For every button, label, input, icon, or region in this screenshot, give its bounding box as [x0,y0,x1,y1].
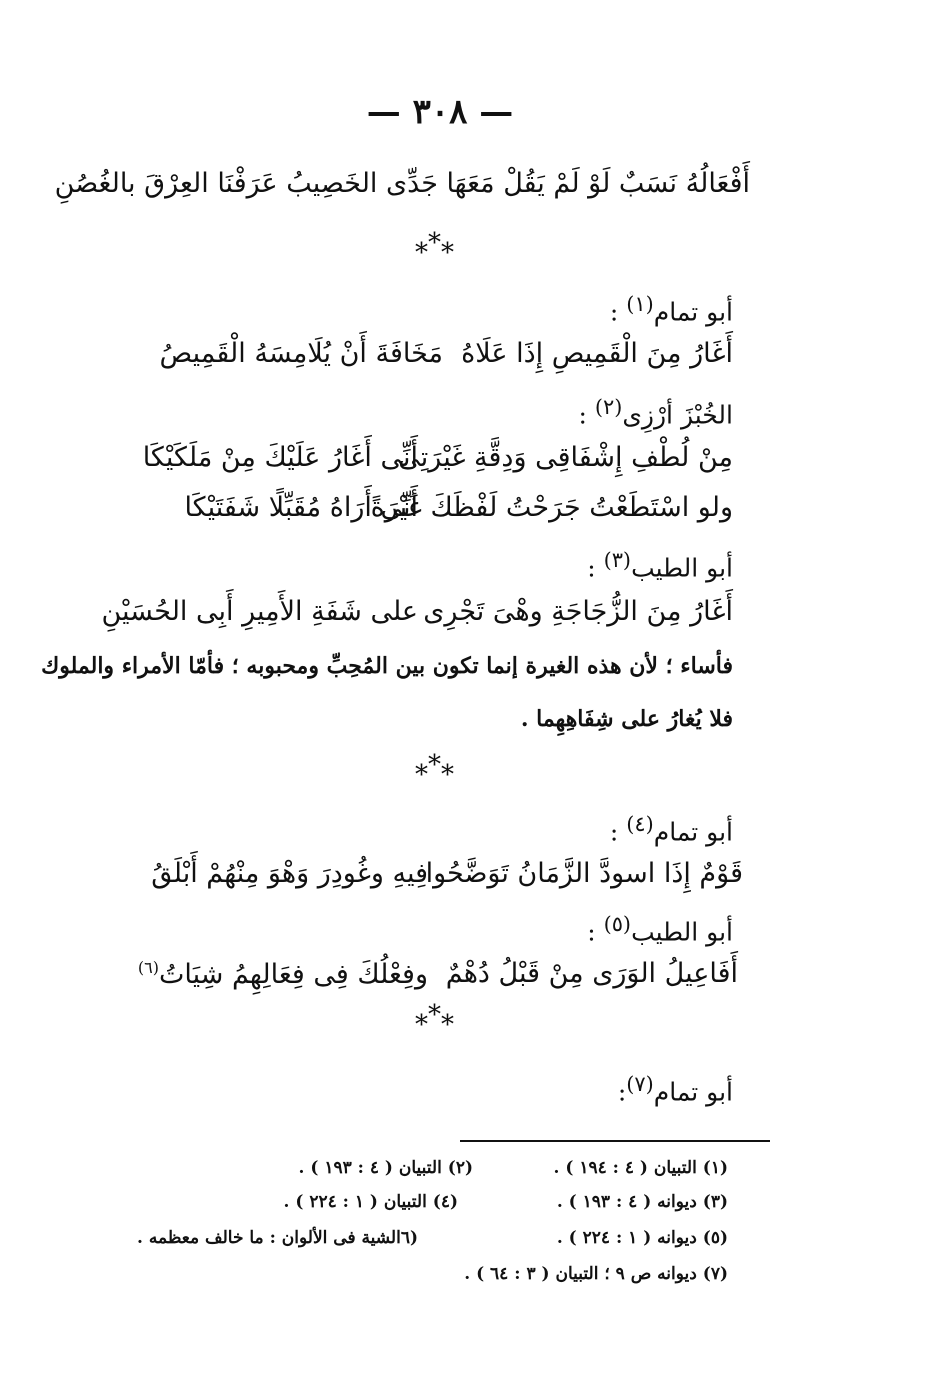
separator-star: * [441,238,454,268]
poet-heading [587,912,733,946]
footnote [284,1192,458,1212]
poet-name: أبو تمام [653,297,733,327]
footnote [557,1228,728,1248]
footnote-mark: (٣) [702,1192,728,1212]
page-number: — ٣٠٨ — [366,92,514,132]
heading-colon: : [609,817,619,847]
footnote-mark: (٦) [137,958,159,977]
footnote-text: التبيان ( ٤ : ١٩٣ ) . [298,1158,442,1178]
verse-hemistich-left: على شَفَةِ الأَمِيرِ أَبِى الحُسَيْنِ [101,596,418,627]
separator-star: * [441,760,454,790]
separator-star: * [415,760,428,790]
footnote-mark: (٢) [594,395,623,419]
verse-hemistich-right: ولو اسْتَطَعْتُ جَرَحْتُ لَفْظَكَ غَيْرَةً [370,492,733,523]
section-separator [415,750,454,790]
verse-hemistich-right: أَغَارُ مِنَ الْقَمِيصِ إِذَا عَلَاهُ [461,338,733,369]
heading-colon: : [587,917,596,947]
verse-hemistich-left: جَدِّى الخَصِيبُ عَرَفْنَا العِرْقَ بالغُصُنِ [54,168,438,199]
verse-hemistich-left: فِيهِ وغُودِرَ وَهْوَ مِنْهُمْ أَبْلَقُ [151,858,428,889]
footnote-mark: (٥) [603,912,632,936]
footnote [464,1264,728,1284]
footnote [554,1158,728,1178]
footnote-rule [460,1140,770,1142]
heading-colon: : [578,400,587,430]
verse-hemistich-right: أَفْعَالُهُ نَسَبٌ لَوْ لَمْ يَقُلْ مَعَهَا [446,168,750,199]
poet-heading [610,292,733,326]
separator-star: * [415,238,428,268]
poet-name: أبو الطيب [631,917,733,947]
footnote-mark: (٦ [400,1228,418,1248]
verse-hemistich-left: مَخَافَةَ أَنْ يُلَامِسَهُ الْقَمِيصُ [159,338,443,369]
verse-text: وفِعْلُكَ فِى فِعَالِهِمُ شِيَاتُ [158,959,428,990]
separator-star: * [441,1010,454,1040]
verse-hemistich-right: قَوْمٌ إِذَا اسودَّ الزَّمَانُ تَوَضَّحُوا [425,858,743,889]
heading-colon: : [617,1077,627,1107]
footnote-mark: (١) [702,1158,728,1178]
footnote-text: ديوانه ( ١ : ٢٢٤ ) . [556,1228,697,1248]
verse-hemistich-left: أَنِّى أَغَارُ عَلَيْكَ مِنْ مَلَكَيْكَا [142,442,418,473]
poet-heading [610,812,733,846]
footnote-text: التبيان ( ٤ : ١٩٤ ) . [553,1158,697,1178]
poet-heading [618,1072,733,1106]
footnote-mark: (٥) [702,1228,728,1248]
separator-star: * [428,1000,441,1030]
footnote-mark: (٧) [702,1264,728,1284]
footnote-text: الشية فى الألوان : ما خالف معظمه . [137,1228,401,1248]
footnote-mark: (٣) [603,548,632,572]
poet-name: أبو تمام [653,1077,733,1107]
footnote-mark: (٧) [626,1072,654,1096]
footnote-text: ديوانه ( ٤ : ١٩٣ ) . [556,1192,697,1212]
footnote [557,1192,728,1212]
footnote-mark: (٤) [626,812,654,836]
section-separator [415,1000,454,1040]
footnote [299,1158,473,1178]
verse-hemistich-right: أَغَارُ مِنَ الزُّجَاجَةِ وهْىَ تَجْرِى [423,596,733,627]
footnote-mark: (٢) [447,1158,473,1178]
separator-star: * [428,228,441,258]
poet-name: الخُبْزَ أرْزِى [622,400,733,430]
heading-colon: : [609,297,619,327]
poet-name: أبو تمام [653,817,733,847]
separator-star: * [428,750,441,780]
poet-heading [587,548,733,582]
commentary-line: فأساء ؛ لأن هذه الغيرة إنما تكون بين المُحِبِّ ومحبوبه ؛ فأمّا الأمراء والملوك [41,653,733,679]
poet-heading [578,395,733,429]
separator-star: * [415,1010,428,1040]
verse-hemistich-left: أَنِّى أَرَاهُ مُقَبِّلًا شَفَتَيْكَا [184,492,418,523]
section-separator [415,228,454,268]
heading-colon: : [587,553,596,583]
verse-hemistich-left [138,958,428,990]
verse-hemistich-right: أَفَاعِيلُ الوَرَى مِنْ قَبْلُ دُهْمٌ [445,958,738,989]
footnote [137,1228,418,1248]
footnote-text: ديوانه ص ٩ ؛ التبيان ( ٣ : ٦٤ ) . [464,1264,697,1284]
poet-name: أبو الطيب [631,553,733,583]
footnote-mark: (٤) [432,1192,458,1212]
footnote-mark: (١) [626,292,654,316]
verse-hemistich-right: مِنْ لُطْفِ إِشْفَاقِى وَدِقَّةِ غَيْرَتِى [398,442,733,473]
footnote-text: التبيان ( ١ : ٢٢٤ ) . [283,1192,427,1212]
commentary-line: فلا يُغارُ على شِفَاهِهِما . [520,706,733,732]
